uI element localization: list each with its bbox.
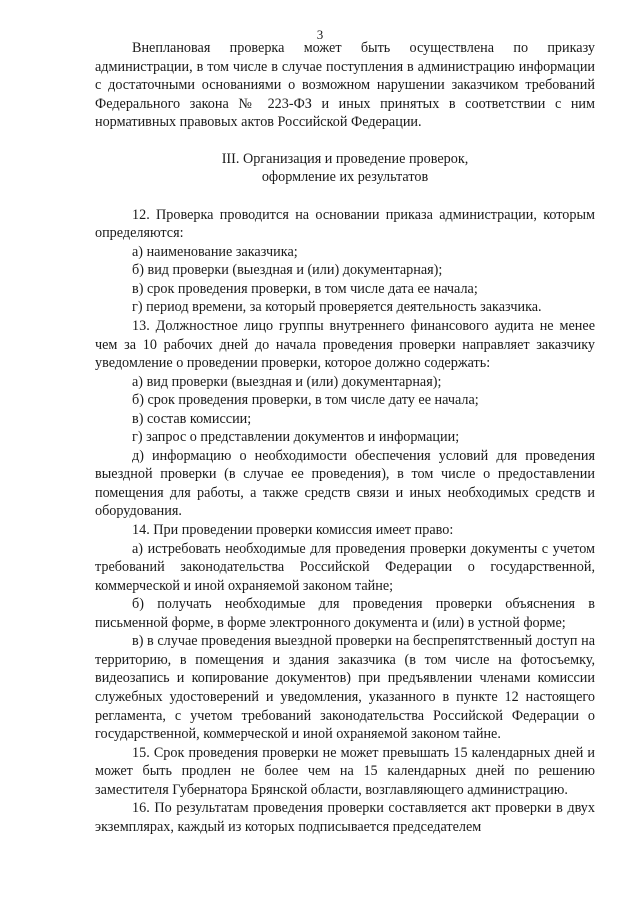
paragraph-12-item-a: а) наименование заказчика; xyxy=(132,243,298,260)
paragraph-15: 15. Срок проведения проверки не может превышать 15 календарных дней и может быть продлен не более чем на 15 календарных дней по решению заместителя Губернатора Брянской области, возглавляющего администрацию. xyxy=(95,744,595,798)
paragraph-12-item-g: г) период времени, за который проверяется деятельность заказчика. xyxy=(132,299,542,316)
intro-paragraph: Внеплановая проверка может быть осуществлена по приказу администрации, в том числе в случае поступления в администрацию информации с достаточными основаниями о возможном нарушении заказчиком требований Федерального закона № 223-ФЗ и иных принятых в соответствии с ним нормативных правовых актов Российской Федерации. xyxy=(95,40,595,131)
section-heading-line-1: III. Организация и проведение проверок, xyxy=(221,150,469,167)
paragraph-13-item-a: а) вид проверки (выездная и (или) документарная); xyxy=(132,373,442,390)
paragraph-14-item-a: а) истребовать необходимые для проведения проверки документы с учетом требований законодательства Российской Федерации о государственной, коммерческой и иной охраняемой законом тайне; xyxy=(95,540,595,594)
paragraph-12-item-b: б) вид проверки (выездная и (или) документарная); xyxy=(132,262,443,279)
section-heading xyxy=(95,150,595,187)
page-number: 3 xyxy=(316,27,324,42)
paragraph-14-item-b: б) получать необходимые для проведения проверки объяснения в письменной форме, в форме электронного документа и (или) в устной форме; xyxy=(95,596,595,631)
paragraph-13-item-v: в) состав комиссии; xyxy=(132,410,252,427)
paragraph-14-item-v: в) в случае проведения выездной проверки на беспрепятственный доступ на территорию, в помещения и здания заказчика (в том числе на фотосъемку, видеозапись и копирование документов) при предъявлении членами комиссии служебных удостоверений и уведомления, указанного в пункте 12 настоящего регламента, с учетом требований законодательства Российской Федерации о государственной, коммерческой и иной охраняемой законом тайне. xyxy=(95,633,595,743)
paragraph-16: 16. По результатам проведения проверки составляется акт проверки в двух экземплярах, каждый из которых подписывается председателем xyxy=(95,800,595,835)
paragraph-13: 13. Должностное лицо группы внутреннего финансового аудита не менее чем за 10 рабочих дней до начала проведения проверки направляет заказчику уведомление о проведении проверки, которое должно содержать: xyxy=(95,318,595,372)
paragraph-12: 12. Проверка проводится на основании приказа администрации, которым определяются: xyxy=(95,206,595,242)
document-body xyxy=(95,39,595,836)
paragraph-12-item-v: в) срок проведения проверки, в том числе дата ее начала; xyxy=(132,280,478,297)
paragraph-14: 14. При проведении проверки комиссия имеет право: xyxy=(132,522,454,539)
section-heading-line-2: оформление их результатов xyxy=(261,169,429,186)
paragraph-13-item-d: д) информацию о необходимости обеспечения условий для проведения выездной проверки (в случае ее проведения), в том числе о предоставлении помещения для работы, а также средств связи и иных необходимых средств и оборудования. xyxy=(95,447,595,520)
paragraph-13-item-g: г) запрос о представлении документов и информации; xyxy=(132,429,460,446)
paragraph-13-item-b: б) срок проведения проверки, в том числе дату ее начала; xyxy=(132,392,479,409)
